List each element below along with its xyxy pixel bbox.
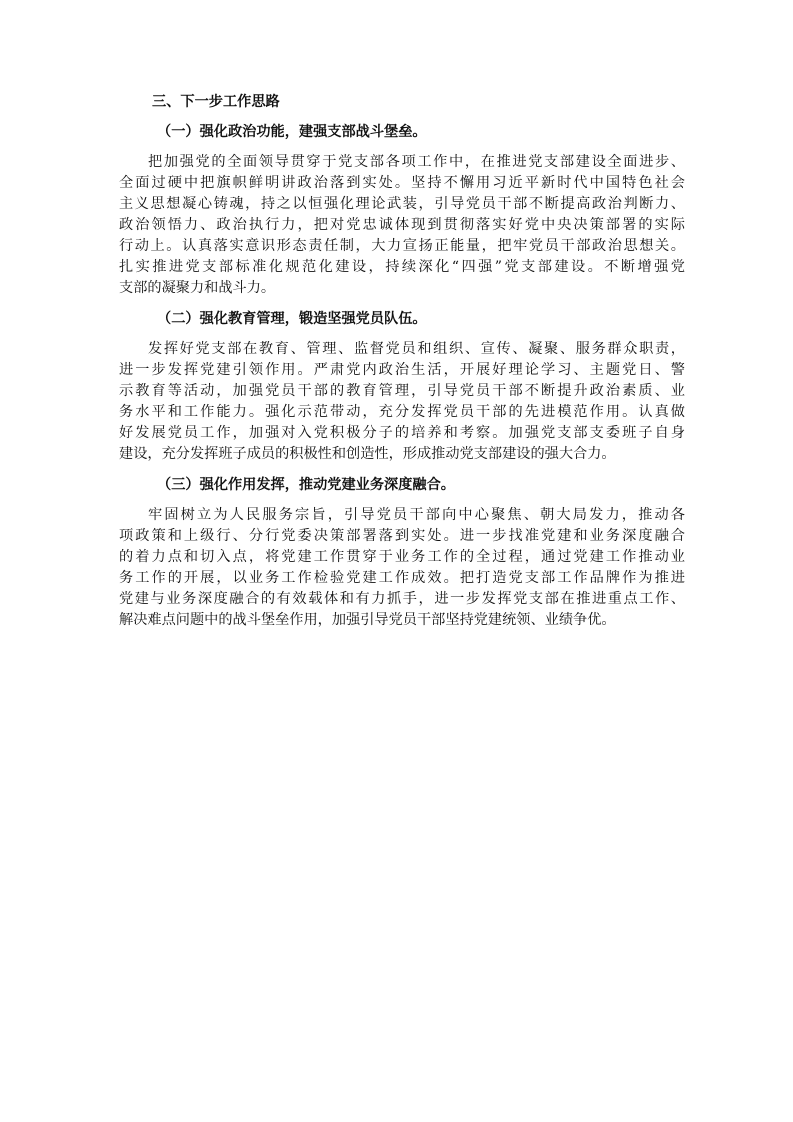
paragraph-line: 全面过硬中把旗帜鲜明讲政治落到实处。坚持不懈用习近平新时代中国特色社会 bbox=[119, 175, 685, 191]
paragraph-line: 主义思想凝心铸魂，持之以恒强化理论武装，引导党员干部不断提高政治判断力、 bbox=[119, 196, 685, 212]
subsection-paragraph-1 bbox=[119, 152, 685, 299]
paragraph-line: 好发展党员工作，加强对入党积极分子的培养和考察。加强党支部支委班子自身 bbox=[119, 425, 685, 441]
paragraph-line: 行动上。认真落实意识形态责任制，大力宣扬正能量，把牢党员干部政治思想关。 bbox=[119, 238, 685, 254]
paragraph-line: 把加强党的全面领导贯穿于党支部各项工作中，在推进党支部建设全面进步、 bbox=[148, 154, 685, 170]
subsection-title-3: （三）强化作用发挥，推动党建业务深度融合。 bbox=[157, 477, 455, 493]
subsection-title-1: （一）强化政治功能，建强支部战斗堡垒。 bbox=[157, 124, 427, 140]
paragraph-line: 党建与业务深度融合的有效载体和有力抓手，进一步发挥党支部在推进重点工作、 bbox=[119, 591, 685, 607]
paragraph-line: 政治领悟力、政治执行力，把对党忠诚体现到贯彻落实好党中央决策部署的实际 bbox=[119, 217, 685, 233]
paragraph-line: 扎实推进党支部标准化规范化建设，持续深化“四强”党支部建设。不断增强党 bbox=[119, 259, 685, 275]
subsection-paragraph-2 bbox=[119, 339, 685, 465]
paragraph-line: 支部的凝聚力和战斗力。 bbox=[119, 280, 276, 296]
paragraph-line: 牢固树立为人民服务宗旨，引导党员干部向中心聚焦、朝大局发力，推动各 bbox=[148, 507, 685, 523]
paragraph-line: 项政策和上级行、分行党委决策部署落到实处。进一步找准党建和业务深度融合 bbox=[119, 528, 685, 544]
paragraph-line: 建设，充分发挥班子成员的积极性和创造性，形成推动党支部建设的强大合力。 bbox=[119, 446, 616, 462]
paragraph-line: 务水平和工作能力。强化示范带动，充分发挥党员干部的先进模范作用。认真做 bbox=[119, 404, 685, 420]
subsection-paragraph-3 bbox=[119, 505, 685, 631]
document-page bbox=[119, 92, 685, 641]
paragraph-line: 解决难点问题中的战斗堡垒作用，加强引导党员干部坚持党建统领、业绩争优。 bbox=[119, 612, 616, 628]
paragraph-line: 务工作的开展，以业务工作检验党建工作成效。把打造党支部工作品牌作为推进 bbox=[119, 570, 685, 586]
section-title: 三、下一步工作思路 bbox=[152, 94, 280, 110]
paragraph-line: 发挥好党支部在教育、管理、监督党员和组织、宣传、凝聚、服务群众职责， bbox=[148, 341, 685, 357]
paragraph-line: 示教育等活动，加强党员干部的教育管理，引导党员干部不断提升政治素质、业 bbox=[119, 383, 685, 399]
paragraph-line: 的着力点和切入点，将党建工作贯穿于业务工作的全过程，通过党建工作推动业 bbox=[119, 549, 685, 565]
paragraph-line: 进一步发挥党建引领作用。严肃党内政治生活，开展好理论学习、主题党日、警 bbox=[119, 362, 685, 378]
subsection-title-2: （二）强化教育管理，锻造坚强党员队伍。 bbox=[157, 311, 427, 327]
